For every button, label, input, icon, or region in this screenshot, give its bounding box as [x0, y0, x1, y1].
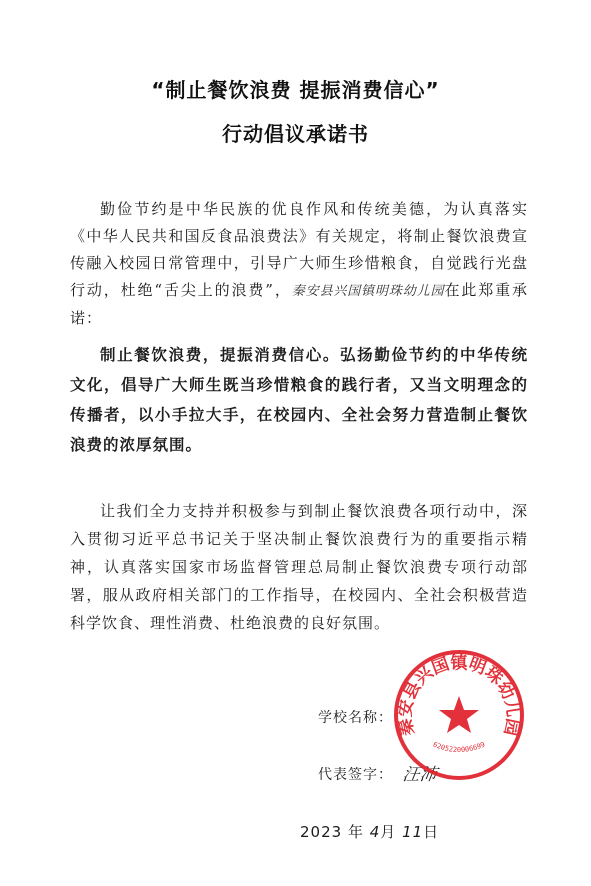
paragraph-2-bold: 制止餐饮浪费，提振消费信心。弘扬勤俭节约的中华传统文化，倡导广大师生既当珍惜粮食的践行者，又当文明理念的传播者，以小手拉大手，在校园内、全社会努力营造制止餐饮浪费的浓厚氛围。: [70, 346, 528, 454]
date-month-unit: 月: [380, 823, 397, 841]
handwritten-school-name: 秦安县兴国镇明珠幼儿园: [291, 284, 445, 299]
document-title-line2: 行动倡议承诺书: [222, 122, 369, 146]
document-title-line1: “制止餐饮浪费 提振消费信心”: [151, 78, 440, 102]
document-date: [300, 821, 439, 842]
seal-number-text: 6205220006699: [431, 740, 487, 754]
date-year: 2023 年: [300, 823, 364, 841]
date-month: 4: [369, 823, 381, 841]
seal-ring-text: 秦安县兴国镇明珠幼儿园: [395, 653, 523, 738]
seal-star-icon: [439, 696, 479, 733]
date-day: 11: [402, 823, 424, 841]
school-name-label: 学校名称：: [318, 710, 393, 726]
handwritten-signature: 汪沛: [401, 765, 439, 785]
official-seal-stamp: [392, 648, 526, 782]
representative-signature-label: 代表签字：: [318, 767, 393, 783]
paragraph-3: 让我们全力支持并积极参与到制止餐饮浪费各项行动中，深入贯彻习近平总书记关于坚决制止餐饮浪费行为的重要指示精神，认真落实国家市场监督管理总局制止餐饮浪费专项行动部署，服从政府相关部门的工作指导，在校园内、全社会积极营造科学饮食、理性消费、杜绝浪费的良好氛围。: [70, 502, 528, 632]
paragraph-1-text: 勤俭节约是中华民族的优良作风和传统美德，为认真落实《中华人民共和国反食品浪费法》有关规定，将制止餐饮浪费宣传融入校园日常管理中，引导广大师生珍惜粮食，自觉践行光盘行动，杜绝“舌尖上的浪费”，: [70, 200, 528, 299]
paragraph-1-tail: 在此郑重承诺：: [70, 281, 528, 327]
svg-text:6205220006699: [432, 741, 486, 754]
paragraph-1: [70, 196, 528, 332]
date-day-unit: 日: [423, 823, 440, 841]
